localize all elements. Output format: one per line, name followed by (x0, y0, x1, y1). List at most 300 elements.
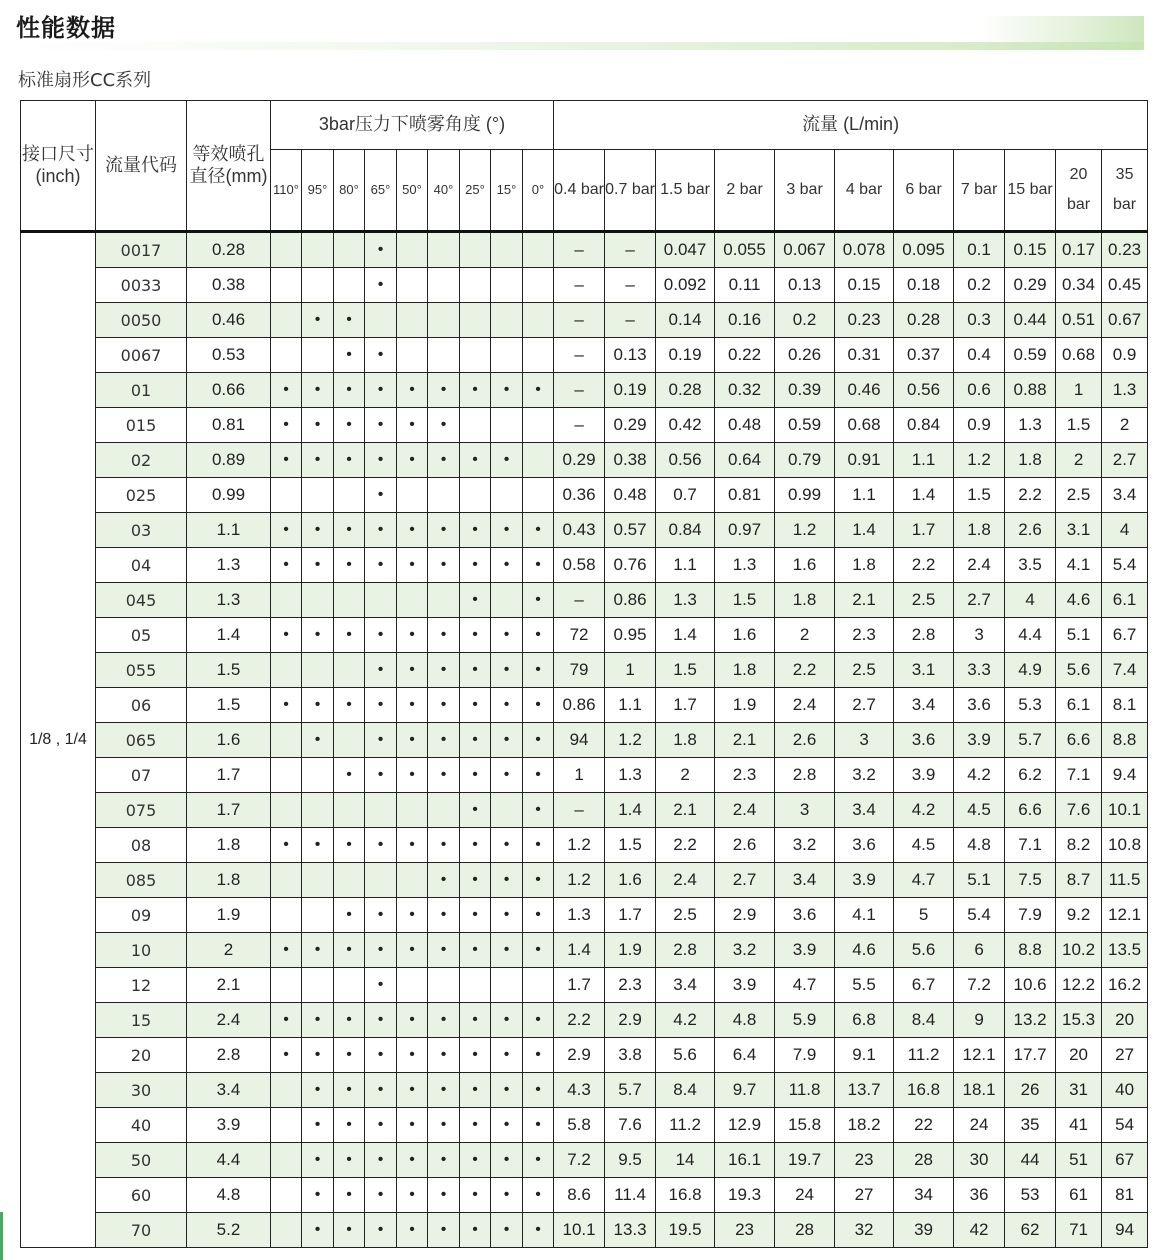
flow-cell: 0.18 (894, 268, 954, 303)
flow-cell: 2.5 (656, 898, 715, 933)
flow-cell: – (554, 232, 605, 268)
flow-code-cell: 0017 (96, 232, 187, 268)
flow-cell: 20 (1102, 1003, 1148, 1038)
angle-cell: • (397, 1038, 428, 1073)
angle-cell (428, 793, 460, 828)
flow-cell: 4.7 (775, 968, 835, 1003)
angle-cell (365, 303, 397, 338)
flow-cell: 0.67 (1102, 303, 1148, 338)
flow-cell: 24 (954, 1108, 1005, 1143)
angle-cell: • (491, 1003, 523, 1038)
flow-cell: 54 (1102, 1108, 1148, 1143)
angle-cell: • (397, 828, 428, 863)
flow-cell: 7.1 (1056, 758, 1102, 793)
flow-cell: 0.44 (1005, 303, 1056, 338)
angle-cell: • (302, 828, 334, 863)
angle-cell: • (428, 443, 460, 478)
flow-cell: 1.4 (554, 933, 605, 968)
angle-cell: • (334, 1213, 365, 1248)
angle-cell (523, 408, 554, 443)
angle-cell: • (397, 723, 428, 758)
flow-cell: 10.8 (1102, 828, 1148, 863)
angle-cell: • (302, 1143, 334, 1178)
angle-cell (271, 968, 302, 1003)
angle-cell: • (365, 828, 397, 863)
angle-cell: • (491, 863, 523, 898)
diameter-cell: 2.1 (187, 968, 271, 1003)
flow-cell: 1.2 (554, 863, 605, 898)
flow-cell: 79 (554, 653, 605, 688)
angle-cell: • (397, 548, 428, 583)
flow-cell: 3.4 (656, 968, 715, 1003)
flow-cell: 19.3 (715, 1178, 775, 1213)
table-row (21, 863, 1148, 898)
angle-cell: • (428, 828, 460, 863)
angle-cell (523, 303, 554, 338)
angle-cell: • (334, 1108, 365, 1143)
flow-cell: 19.5 (656, 1213, 715, 1248)
flow-cell: 4.5 (954, 793, 1005, 828)
flow-cell: 3.9 (775, 933, 835, 968)
flow-cell: 3 (835, 723, 894, 758)
flow-cell: 27 (1102, 1038, 1148, 1073)
angle-cell: • (460, 1038, 491, 1073)
flow-code-cell: 10 (96, 933, 187, 968)
flow-code-cell: 09 (96, 898, 187, 933)
angle-cell: • (365, 1038, 397, 1073)
flow-cell: 1.5 (954, 478, 1005, 513)
angle-cell: • (491, 898, 523, 933)
header-pressure: 4 bar (835, 150, 894, 232)
flow-cell: 0.58 (554, 548, 605, 583)
angle-cell: • (334, 548, 365, 583)
flow-cell: 0.32 (715, 373, 775, 408)
header-angle: 40° (428, 150, 460, 232)
flow-cell: 0.13 (775, 268, 835, 303)
diameter-cell: 0.66 (187, 373, 271, 408)
flow-cell: 1.3 (715, 548, 775, 583)
flow-cell: 39 (894, 1213, 954, 1248)
angle-cell: • (365, 268, 397, 303)
flow-cell: 0.76 (605, 548, 656, 583)
angle-cell (397, 583, 428, 618)
flow-cell: 8.8 (1005, 933, 1056, 968)
flow-cell: 2.8 (894, 618, 954, 653)
flow-cell: – (605, 268, 656, 303)
angle-cell (428, 303, 460, 338)
flow-cell: 28 (775, 1213, 835, 1248)
angle-cell (460, 338, 491, 373)
angle-cell (302, 793, 334, 828)
flow-cell: 0.9 (954, 408, 1005, 443)
angle-cell: • (397, 1213, 428, 1248)
table-row (21, 1108, 1148, 1143)
header-angle: 65° (365, 150, 397, 232)
table-row (21, 443, 1148, 478)
diameter-cell: 2 (187, 933, 271, 968)
angle-cell (460, 268, 491, 303)
flow-cell: 2.1 (656, 793, 715, 828)
flow-cell: 20 (1056, 1038, 1102, 1073)
flow-cell: 94 (554, 723, 605, 758)
flow-cell: 0.64 (715, 443, 775, 478)
flow-cell: 0.4 (954, 338, 1005, 373)
flow-code-cell: 08 (96, 828, 187, 863)
angle-cell (271, 793, 302, 828)
table-row (21, 723, 1148, 758)
flow-cell: 15.8 (775, 1108, 835, 1143)
angle-cell (523, 338, 554, 373)
table-row (21, 653, 1148, 688)
angle-cell: • (523, 513, 554, 548)
flow-cell: 5.6 (1056, 653, 1102, 688)
angle-cell: • (271, 443, 302, 478)
angle-cell: • (428, 723, 460, 758)
angle-cell (523, 268, 554, 303)
flow-cell: 23 (715, 1213, 775, 1248)
flow-cell: 0.2 (954, 268, 1005, 303)
angle-cell: • (523, 758, 554, 793)
angle-cell: • (271, 933, 302, 968)
flow-cell: 2 (1056, 443, 1102, 478)
flow-cell: 2.6 (1005, 513, 1056, 548)
diameter-cell: 3.4 (187, 1073, 271, 1108)
angle-cell: • (523, 1213, 554, 1248)
angle-cell: • (491, 933, 523, 968)
angle-cell (334, 583, 365, 618)
angle-cell: • (334, 758, 365, 793)
angle-cell: • (302, 1108, 334, 1143)
flow-cell: 0.38 (605, 443, 656, 478)
diameter-cell: 0.28 (187, 232, 271, 268)
angle-cell: • (334, 1038, 365, 1073)
flow-cell: 4.8 (715, 1003, 775, 1038)
flow-cell: 10.6 (1005, 968, 1056, 1003)
angle-cell: • (397, 618, 428, 653)
table-row (21, 268, 1148, 303)
angle-cell: • (271, 373, 302, 408)
flow-cell: 0.2 (775, 303, 835, 338)
angle-cell: • (460, 583, 491, 618)
flow-cell: 0.46 (835, 373, 894, 408)
flow-cell: 3.3 (954, 653, 1005, 688)
flow-code-cell: 50 (96, 1143, 187, 1178)
flow-cell: 16.2 (1102, 968, 1148, 1003)
flow-cell: 0.48 (715, 408, 775, 443)
flow-cell: 1.4 (605, 793, 656, 828)
flow-cell: 14 (656, 1143, 715, 1178)
flow-cell: 6.7 (894, 968, 954, 1003)
flow-cell: 0.23 (835, 303, 894, 338)
flow-cell: 12.1 (1102, 898, 1148, 933)
header-code: 流量代码 (96, 101, 187, 232)
angle-cell (271, 723, 302, 758)
angle-cell: • (523, 1143, 554, 1178)
angle-cell (302, 583, 334, 618)
flow-cell: 17.7 (1005, 1038, 1056, 1073)
flow-cell: 0.84 (894, 408, 954, 443)
angle-cell (460, 408, 491, 443)
header-angle-group: 3bar压力下喷雾角度 (°) (271, 101, 554, 150)
angle-cell (271, 1143, 302, 1178)
angle-cell: • (428, 548, 460, 583)
angle-cell: • (334, 1178, 365, 1213)
flow-cell: 31 (1056, 1073, 1102, 1108)
angle-cell: • (523, 1178, 554, 1213)
angle-cell: • (397, 898, 428, 933)
flow-cell: 0.37 (894, 338, 954, 373)
flow-cell: 5.7 (1005, 723, 1056, 758)
flow-cell: 2.4 (775, 688, 835, 723)
header-pressure: 20 bar (1056, 150, 1102, 232)
flow-cell: 0.59 (1005, 338, 1056, 373)
flow-cell: 1.1 (605, 688, 656, 723)
flow-code-cell: 40 (96, 1108, 187, 1143)
flow-cell: 1.5 (656, 653, 715, 688)
flow-cell: 94 (1102, 1213, 1148, 1248)
angle-cell: • (523, 933, 554, 968)
angle-cell: • (460, 1073, 491, 1108)
angle-cell: • (523, 1108, 554, 1143)
page-edge-marker (0, 1212, 3, 1260)
flow-cell: 22 (894, 1108, 954, 1143)
angle-cell: • (397, 513, 428, 548)
flow-cell: 0.91 (835, 443, 894, 478)
angle-cell: • (460, 793, 491, 828)
angle-cell: • (302, 1003, 334, 1038)
angle-cell: • (397, 1143, 428, 1178)
angle-cell: • (302, 1213, 334, 1248)
angle-cell: • (302, 303, 334, 338)
angle-cell (428, 338, 460, 373)
flow-cell: 0.092 (656, 268, 715, 303)
angle-cell: • (302, 513, 334, 548)
header-angle: 25° (460, 150, 491, 232)
flow-cell: 0.078 (835, 232, 894, 268)
flow-cell: 1.4 (894, 478, 954, 513)
angle-cell: • (460, 1143, 491, 1178)
angle-cell: • (523, 618, 554, 653)
flow-cell: 3.4 (775, 863, 835, 898)
flow-cell: 0.13 (605, 338, 656, 373)
flow-cell: 16.8 (656, 1178, 715, 1213)
angle-cell: • (491, 653, 523, 688)
flow-cell: 16.1 (715, 1143, 775, 1178)
flow-cell: 2.2 (775, 653, 835, 688)
diameter-cell: 1.3 (187, 583, 271, 618)
flow-cell: 2.5 (894, 583, 954, 618)
flow-cell: 4.2 (894, 793, 954, 828)
flow-cell: 1.3 (1102, 373, 1148, 408)
flow-cell: 2 (1102, 408, 1148, 443)
flow-cell: 18.1 (954, 1073, 1005, 1108)
flow-cell: 13.7 (835, 1073, 894, 1108)
flow-cell: 2.7 (835, 688, 894, 723)
angle-cell: • (397, 758, 428, 793)
flow-cell: 3.6 (835, 828, 894, 863)
flow-cell: 11.8 (775, 1073, 835, 1108)
flow-cell: 2.5 (835, 653, 894, 688)
table-row (21, 513, 1148, 548)
angle-cell: • (397, 653, 428, 688)
angle-cell: • (523, 863, 554, 898)
angle-cell: • (397, 408, 428, 443)
angle-cell: • (334, 933, 365, 968)
flow-cell: 4.6 (1056, 583, 1102, 618)
flow-cell: 0.095 (894, 232, 954, 268)
angle-cell (302, 758, 334, 793)
angle-cell: • (365, 1178, 397, 1213)
angle-cell (397, 232, 428, 268)
angle-cell (428, 232, 460, 268)
header-angle: 15° (491, 150, 523, 232)
angle-cell (271, 1178, 302, 1213)
flow-cell: 0.15 (1005, 232, 1056, 268)
flow-cell: 0.055 (715, 232, 775, 268)
diameter-cell: 1.1 (187, 513, 271, 548)
angle-cell: • (397, 1003, 428, 1038)
flow-cell: 1.3 (1005, 408, 1056, 443)
flow-cell: 7.2 (554, 1143, 605, 1178)
angle-cell: • (365, 933, 397, 968)
flow-cell: – (554, 583, 605, 618)
angle-cell: • (428, 1143, 460, 1178)
flow-cell: 3.9 (954, 723, 1005, 758)
angle-cell: • (523, 1073, 554, 1108)
angle-cell (397, 863, 428, 898)
angle-cell (302, 268, 334, 303)
table-row (21, 478, 1148, 513)
flow-cell: 5.6 (656, 1038, 715, 1073)
angle-cell (397, 793, 428, 828)
diameter-cell: 0.53 (187, 338, 271, 373)
angle-cell (397, 968, 428, 1003)
angle-cell: • (491, 1213, 523, 1248)
table-row (21, 1073, 1148, 1108)
table-row (21, 1178, 1148, 1213)
flow-cell: 1 (1056, 373, 1102, 408)
flow-cell: 1.5 (605, 828, 656, 863)
angle-cell: • (491, 443, 523, 478)
flow-cell: 2.7 (1102, 443, 1148, 478)
angle-cell (491, 968, 523, 1003)
table-row (21, 898, 1148, 933)
angle-cell (397, 303, 428, 338)
angle-cell: • (491, 548, 523, 583)
flow-cell: 1.8 (775, 583, 835, 618)
flow-cell: 4.5 (894, 828, 954, 863)
flow-cell: 67 (1102, 1143, 1148, 1178)
flow-cell: 9.4 (1102, 758, 1148, 793)
angle-cell (460, 968, 491, 1003)
flow-cell: 2.4 (656, 863, 715, 898)
diameter-cell: 0.89 (187, 443, 271, 478)
angle-cell (271, 303, 302, 338)
flow-cell: 0.22 (715, 338, 775, 373)
diameter-cell: 2.8 (187, 1038, 271, 1073)
angle-cell: • (334, 1143, 365, 1178)
flow-cell: – (554, 373, 605, 408)
table-row (21, 933, 1148, 968)
angle-cell: • (460, 443, 491, 478)
angle-cell: • (428, 653, 460, 688)
diameter-cell: 1.8 (187, 828, 271, 863)
angle-cell (334, 478, 365, 513)
flow-cell: 28 (894, 1143, 954, 1178)
angle-cell: • (271, 1038, 302, 1073)
flow-cell: 11.4 (605, 1178, 656, 1213)
flow-cell: 0.84 (656, 513, 715, 548)
flow-cell: 2.6 (775, 723, 835, 758)
flow-cell: 6.6 (1005, 793, 1056, 828)
flow-cell: 4.1 (1056, 548, 1102, 583)
flow-cell: 11.2 (656, 1108, 715, 1143)
flow-cell: 4.8 (954, 828, 1005, 863)
flow-cell: 1.7 (656, 688, 715, 723)
diameter-cell: 1.6 (187, 723, 271, 758)
header-pressure: 3 bar (775, 150, 835, 232)
flow-cell: 2.7 (954, 583, 1005, 618)
angle-cell: • (365, 653, 397, 688)
angle-cell: • (271, 513, 302, 548)
flow-cell: 0.68 (835, 408, 894, 443)
angle-cell: • (491, 1073, 523, 1108)
table-row (21, 338, 1148, 373)
header-pressure: 7 bar (954, 150, 1005, 232)
diameter-cell: 1.4 (187, 618, 271, 653)
angle-cell: • (397, 1178, 428, 1213)
flow-cell: 9.5 (605, 1143, 656, 1178)
angle-cell (491, 408, 523, 443)
flow-code-cell: 0067 (96, 338, 187, 373)
angle-cell (365, 863, 397, 898)
flow-cell: 0.56 (894, 373, 954, 408)
flow-cell: 6.4 (715, 1038, 775, 1073)
table-row (21, 793, 1148, 828)
angle-cell: • (460, 723, 491, 758)
flow-cell: 3.9 (715, 968, 775, 1003)
angle-cell (271, 268, 302, 303)
flow-cell: 0.86 (554, 688, 605, 723)
flow-cell: 0.28 (656, 373, 715, 408)
flow-cell: 2.3 (605, 968, 656, 1003)
flow-cell: 0.28 (894, 303, 954, 338)
flow-cell: 3.2 (775, 828, 835, 863)
angle-cell (491, 793, 523, 828)
flow-cell: 2.3 (715, 758, 775, 793)
flow-cell: 53 (1005, 1178, 1056, 1213)
angle-cell: • (365, 443, 397, 478)
flow-cell: 0.11 (715, 268, 775, 303)
diameter-cell: 0.38 (187, 268, 271, 303)
flow-cell: 3.8 (605, 1038, 656, 1073)
angle-cell (397, 478, 428, 513)
flow-cell: 1 (605, 653, 656, 688)
angle-cell (460, 478, 491, 513)
flow-cell: 11.2 (894, 1038, 954, 1073)
flow-cell: 12.9 (715, 1108, 775, 1143)
angle-cell: • (428, 933, 460, 968)
angle-cell (491, 478, 523, 513)
flow-cell: 0.88 (1005, 373, 1056, 408)
flow-cell: 0.26 (775, 338, 835, 373)
angle-cell (428, 268, 460, 303)
diameter-cell: 1.7 (187, 758, 271, 793)
flow-cell: 35 (1005, 1108, 1056, 1143)
header-size: 接口尺寸(inch) (21, 101, 96, 232)
diameter-cell: 4.8 (187, 1178, 271, 1213)
diameter-cell: 3.9 (187, 1108, 271, 1143)
